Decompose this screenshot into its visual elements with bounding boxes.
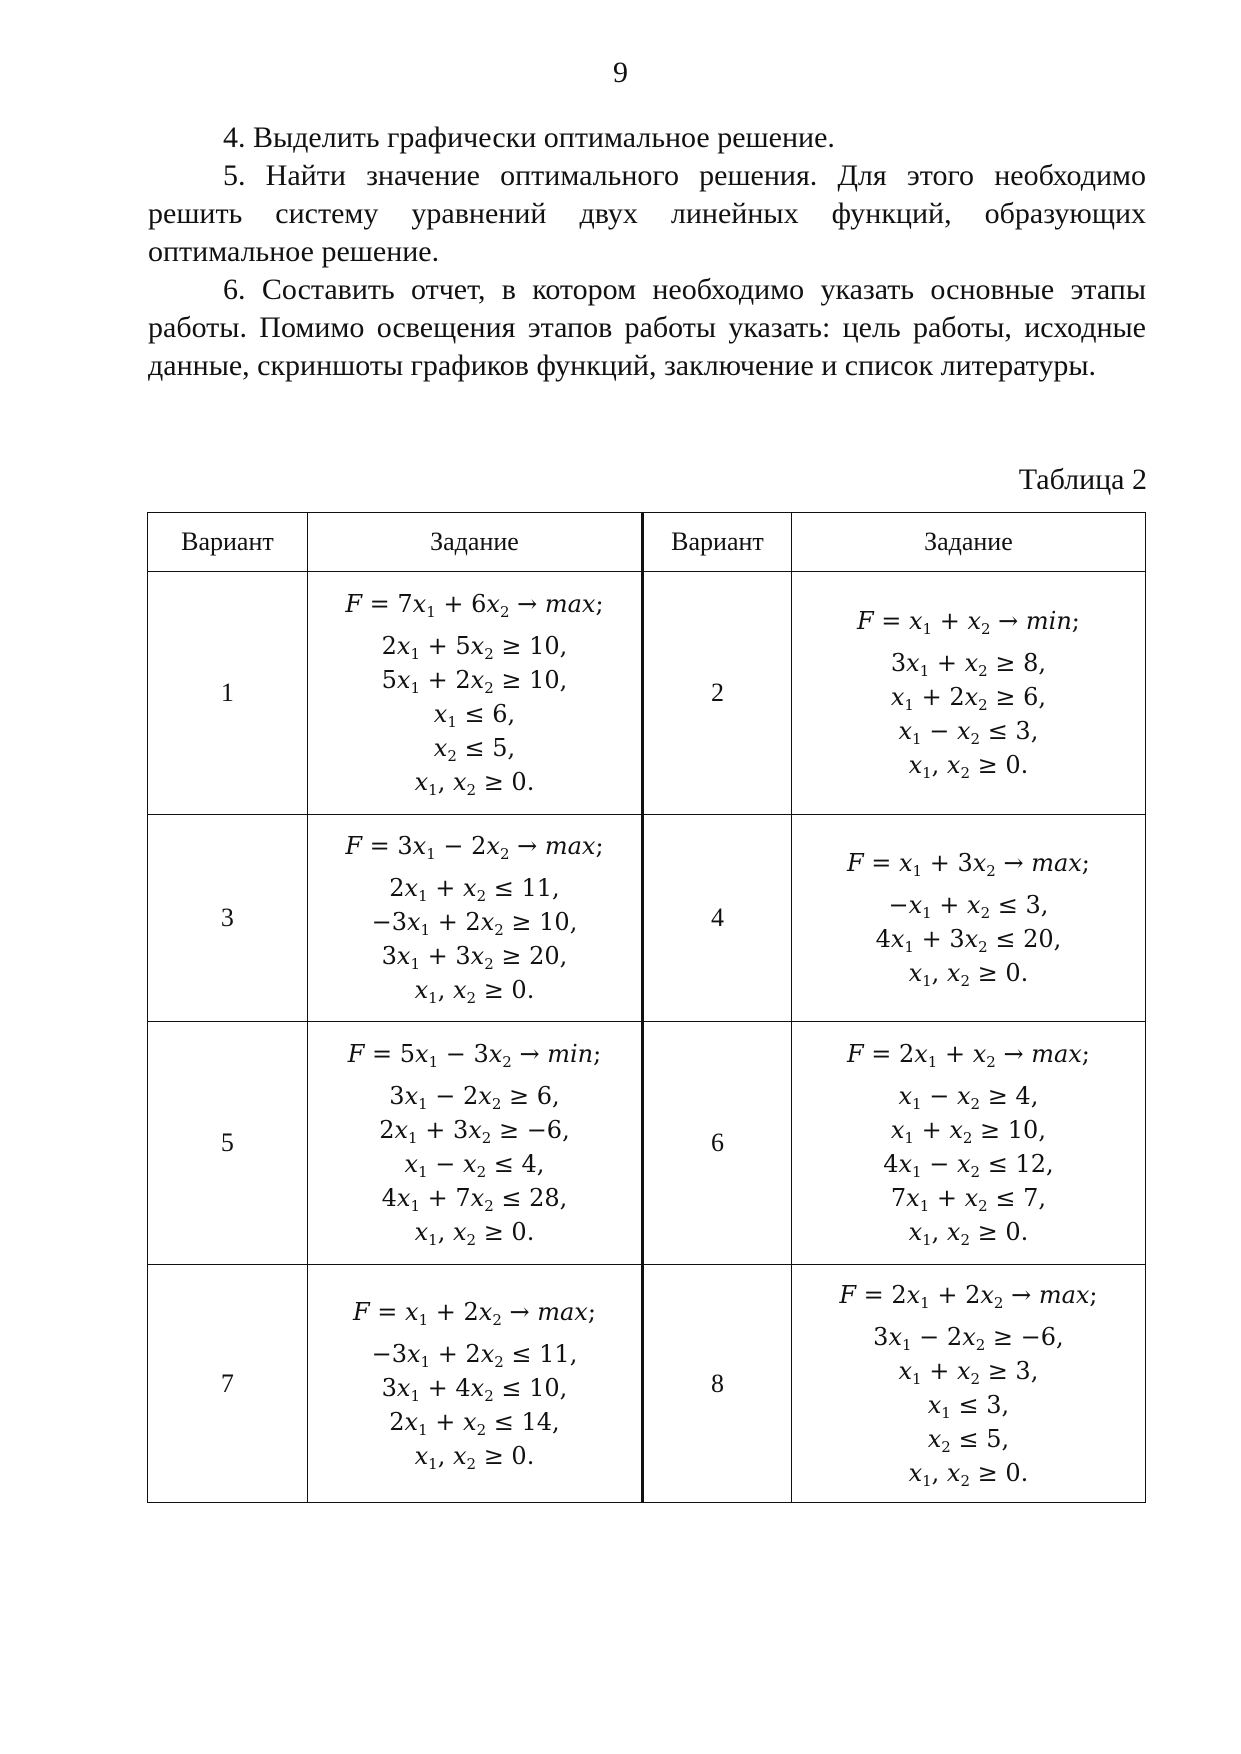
constraint: $x_1$, $x_2 \ge 0$. (908, 751, 1029, 782)
paragraph-step-6: 6. Составить отчет, в котором необходимо указать основные этапы работы. Помимо освещения этапов работы указать: цель работы, исходные данные, скриншоты графиков функций, заключение и список литературы. (148, 273, 1146, 382)
variant-number: 1 (148, 572, 308, 815)
constraint: $x_1$, $x_2 \ge 0$. (414, 1218, 535, 1249)
constraint: $2x_1 + 5x_2 \ge 10$, (381, 632, 568, 663)
paragraph-step-5: 5. Найти значение оптимального решения. Для этого необходимо решить систему уравнений двух линейных функций, образующих оптимальное решение. (148, 159, 1146, 268)
constraint: $x_1$, $x_2 \ge 0$. (908, 959, 1029, 990)
table-row (148, 815, 1146, 1022)
constraint: $x_1$, $x_2 \ge 0$. (908, 1218, 1029, 1249)
header-task-right: Задание (791, 513, 1145, 572)
objective-function: $F = x_1 + 3x_2 \to \max$; (846, 849, 1090, 880)
constraint: $4x_1 - x_2 \le 12$, (883, 1150, 1054, 1181)
page-number: 9 (613, 56, 628, 89)
constraint: $4x_1 + 3x_2 \le 20$, (875, 925, 1062, 956)
constraint: $x_1 \le 6$, (433, 700, 516, 731)
paragraph-step-4: 4. Выделить графически оптимальное решение. (223, 121, 835, 154)
constraint: $x_2 \le 5$, (927, 1424, 1010, 1456)
table-caption: Таблица 2 (1018, 463, 1147, 496)
constraint: $4x_1 + 7x_2 \le 28$, (381, 1184, 568, 1215)
constraint: $3x_1 + 3x_2 \ge 20$, (381, 942, 568, 973)
constraint: $x_1$, $x_2 \ge 0$. (908, 1458, 1029, 1490)
objective-function: $F = 2x_1 + 2x_2 \to \max$; (839, 1280, 1098, 1312)
table-header-row (148, 513, 1146, 572)
constraint: $3x_1 - 2x_2 \ge -6$, (873, 1322, 1064, 1354)
constraint: $3x_1 + 4x_2 \le 10$, (381, 1373, 568, 1405)
variant-task (307, 1022, 642, 1265)
constraint: $-3x_1 + 2x_2 \ge 10$, (371, 908, 578, 939)
header-variant-left: Вариант (148, 513, 308, 572)
constraint: $3x_1 - 2x_2 \ge 6$, (389, 1082, 560, 1113)
variant-number: 6 (643, 1022, 792, 1265)
constraint: $x_1 + x_2 \ge 3$, (898, 1356, 1039, 1388)
variant-task (307, 815, 642, 1022)
constraint: $2x_1 + x_2 \le 14$, (389, 1407, 560, 1439)
variant-number: 8 (643, 1265, 792, 1503)
objective-function: $F = 5x_1 - 3x_2 \to \min$; (347, 1040, 602, 1071)
objective-function: $F = 7x_1 + 6x_2 \to \max$; (345, 590, 604, 621)
constraint: $x_1 + x_2 \ge 10$, (890, 1116, 1046, 1147)
variant-task (791, 572, 1145, 815)
constraint: $2x_1 + x_2 \le 11$, (389, 874, 560, 905)
variant-task (307, 1265, 642, 1503)
variant-number: 2 (643, 572, 792, 815)
constraint: $5x_1 + 2x_2 \ge 10$, (381, 666, 568, 697)
constraint: $-3x_1 + 2x_2 \le 11$, (371, 1339, 578, 1371)
constraint: $x_1$, $x_2 \ge 0$. (414, 976, 535, 1007)
variants-table (147, 512, 1146, 1503)
variant-task (791, 1022, 1145, 1265)
constraint: $x_1 - x_2 \le 4$, (404, 1150, 545, 1181)
constraint: $x_1$, $x_2 \ge 0$. (414, 1441, 535, 1473)
body-text (148, 119, 1146, 385)
header-variant-right: Вариант (643, 513, 792, 572)
objective-function: $F = x_1 + x_2 \to \min$; (856, 607, 1080, 638)
constraint: $x_1 \le 3$, (927, 1390, 1010, 1422)
variant-number: 4 (643, 815, 792, 1022)
table-row (148, 1022, 1146, 1265)
variant-task (791, 815, 1145, 1022)
objective-function: $F = x_1 + 2x_2 \to \max$; (353, 1297, 596, 1329)
constraint: $x_1 - x_2 \ge 4$, (898, 1082, 1039, 1113)
variant-number: 5 (148, 1022, 308, 1265)
variant-number: 7 (148, 1265, 308, 1503)
constraint: $-x_1 + x_2 \le 3$, (888, 891, 1049, 922)
table-row (148, 572, 1146, 815)
constraint: $x_1$, $x_2 \ge 0$. (414, 768, 535, 799)
constraint: $3x_1 + x_2 \ge 8$, (890, 649, 1046, 680)
variant-number: 3 (148, 815, 308, 1022)
constraint: $7x_1 + x_2 \le 7$, (890, 1184, 1046, 1215)
table-body (148, 572, 1146, 1503)
table-row (148, 1265, 1146, 1503)
constraint: $x_1 - x_2 \le 3$, (898, 717, 1039, 748)
variant-task (307, 572, 642, 815)
variant-task (791, 1265, 1145, 1503)
constraint: $x_1 + 2x_2 \ge 6$, (890, 683, 1046, 714)
objective-function: $F = 2x_1 + x_2 \to \max$; (846, 1040, 1090, 1071)
constraint: $2x_1 + 3x_2 \ge -6$, (379, 1116, 570, 1147)
header-task-left: Задание (307, 513, 642, 572)
constraint: $x_2 \le 5$, (433, 734, 516, 765)
objective-function: $F = 3x_1 - 2x_2 \to \max$; (345, 832, 604, 863)
